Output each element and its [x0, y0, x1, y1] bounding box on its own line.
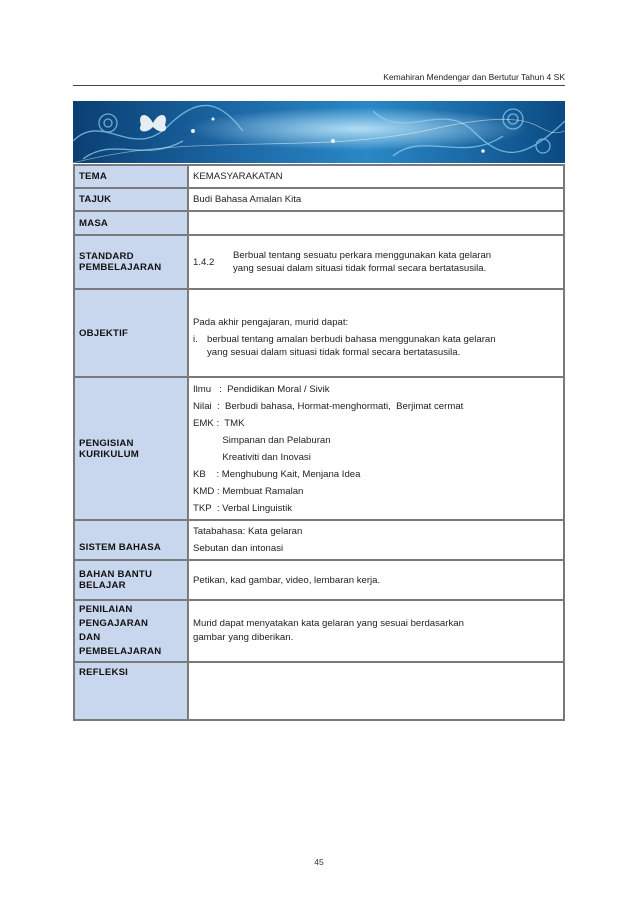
pengisian-row: Nilai : Berbudi bahasa, Hormat-menghormati, Berjimat cermat — [193, 400, 464, 412]
row-bahan — [74, 560, 564, 600]
label-bahan-line1: BAHAN BANTU — [79, 569, 153, 580]
label-pengisian — [74, 377, 188, 520]
objektif-item-number: i. — [193, 334, 198, 345]
row-tajuk — [74, 188, 564, 211]
lesson-plan-table — [73, 164, 565, 721]
row-pengisian — [74, 377, 564, 520]
label-bahan-line2: BELAJAR — [79, 580, 126, 591]
label-bahan — [74, 560, 188, 600]
label-refleksi: REFLEKSI — [74, 662, 188, 720]
label-standard — [74, 235, 188, 289]
value-standard — [188, 235, 564, 289]
header-rule — [73, 85, 565, 86]
pengisian-row: TKP : Verbal Linguistik — [193, 502, 293, 514]
page-number: 45 — [314, 857, 324, 867]
value-objektif — [188, 289, 564, 377]
penilaian-line2: gambar yang diberikan. — [193, 632, 294, 643]
standard-text-line1: Berbual tentang sesuatu perkara menggunakan kata gelaran — [233, 250, 492, 261]
label-standard-line1: STANDARD — [79, 251, 134, 262]
pengisian-row: Simpanan dan Pelaburan — [193, 434, 331, 446]
decorative-banner — [73, 101, 565, 163]
row-tema — [74, 165, 564, 188]
label-tema: TEMA — [74, 165, 188, 188]
standard-code: 1.4.2 — [193, 256, 215, 268]
standard-text-line2: yang sesuai dalam situasi tidak formal secara bertatasusila. — [233, 263, 487, 274]
objektif-intro: Pada akhir pengajaran, murid dapat: — [193, 317, 349, 328]
value-pengisian — [188, 377, 564, 520]
running-header: Kemahiran Mendengar dan Bertutur Tahun 4 SK — [383, 72, 565, 82]
row-objektif — [74, 289, 564, 377]
butterfly-swirl-banner-icon — [73, 101, 565, 163]
label-masa: MASA — [74, 211, 188, 235]
pengisian-row: Ilmu : Pendidikan Moral / Sivik — [193, 383, 330, 395]
pengisian-row: KMD : Membuat Ramalan — [193, 485, 304, 497]
penilaian-line1: Murid dapat menyatakan kata gelaran yang sesuai berdasarkan — [193, 618, 464, 629]
label-sistem-bahasa: SISTEM BAHASA — [74, 520, 188, 560]
row-refleksi — [74, 662, 564, 720]
pengisian-row: KB : Menghubung Kait, Menjana Idea — [193, 468, 361, 480]
value-refleksi — [188, 662, 564, 720]
label-penilaian-line4: PEMBELAJARAN — [79, 646, 162, 657]
objektif-item-line1: berbual tentang amalan berbudi bahasa menggunakan kata gelaran — [207, 334, 496, 345]
value-sistem-bahasa — [188, 520, 564, 560]
label-pengisian-line2: KURIKULUM — [79, 448, 139, 460]
pengisian-row: EMK : TMK — [193, 417, 245, 429]
label-penilaian-line3: DAN — [79, 632, 101, 643]
label-penilaian-line1: PENILAIAN — [79, 604, 133, 615]
row-penilaian — [74, 600, 564, 662]
objektif-item-line2: yang sesuai dalam situasi tidak formal secara bertatasusila. — [207, 347, 461, 358]
value-masa — [188, 211, 564, 235]
standard-text — [233, 249, 491, 275]
label-tajuk: TAJUK — [74, 188, 188, 211]
row-masa — [74, 211, 564, 235]
sistem-bahasa-line1: Tatabahasa: Kata gelaran — [193, 526, 303, 537]
label-objektif: OBJEKTIF — [74, 289, 188, 377]
label-penilaian-line2: PENGAJARAN — [79, 618, 149, 629]
pengisian-row: Kreativiti dan Inovasi — [193, 451, 311, 463]
value-tajuk: Budi Bahasa Amalan Kita — [188, 188, 564, 211]
label-penilaian — [74, 600, 188, 662]
value-tema: KEMASYARAKATAN — [188, 165, 564, 188]
objektif-item — [193, 333, 559, 359]
label-pengisian-line1: PENGISIAN — [79, 437, 134, 449]
row-sistem-bahasa — [74, 520, 564, 560]
row-standard — [74, 235, 564, 289]
value-penilaian — [188, 600, 564, 662]
value-bahan: Petikan, kad gambar, video, lembaran kerja. — [188, 560, 564, 600]
label-standard-line2: PEMBELAJARAN — [79, 262, 162, 273]
sistem-bahasa-line2: Sebutan dan intonasi — [193, 543, 284, 554]
